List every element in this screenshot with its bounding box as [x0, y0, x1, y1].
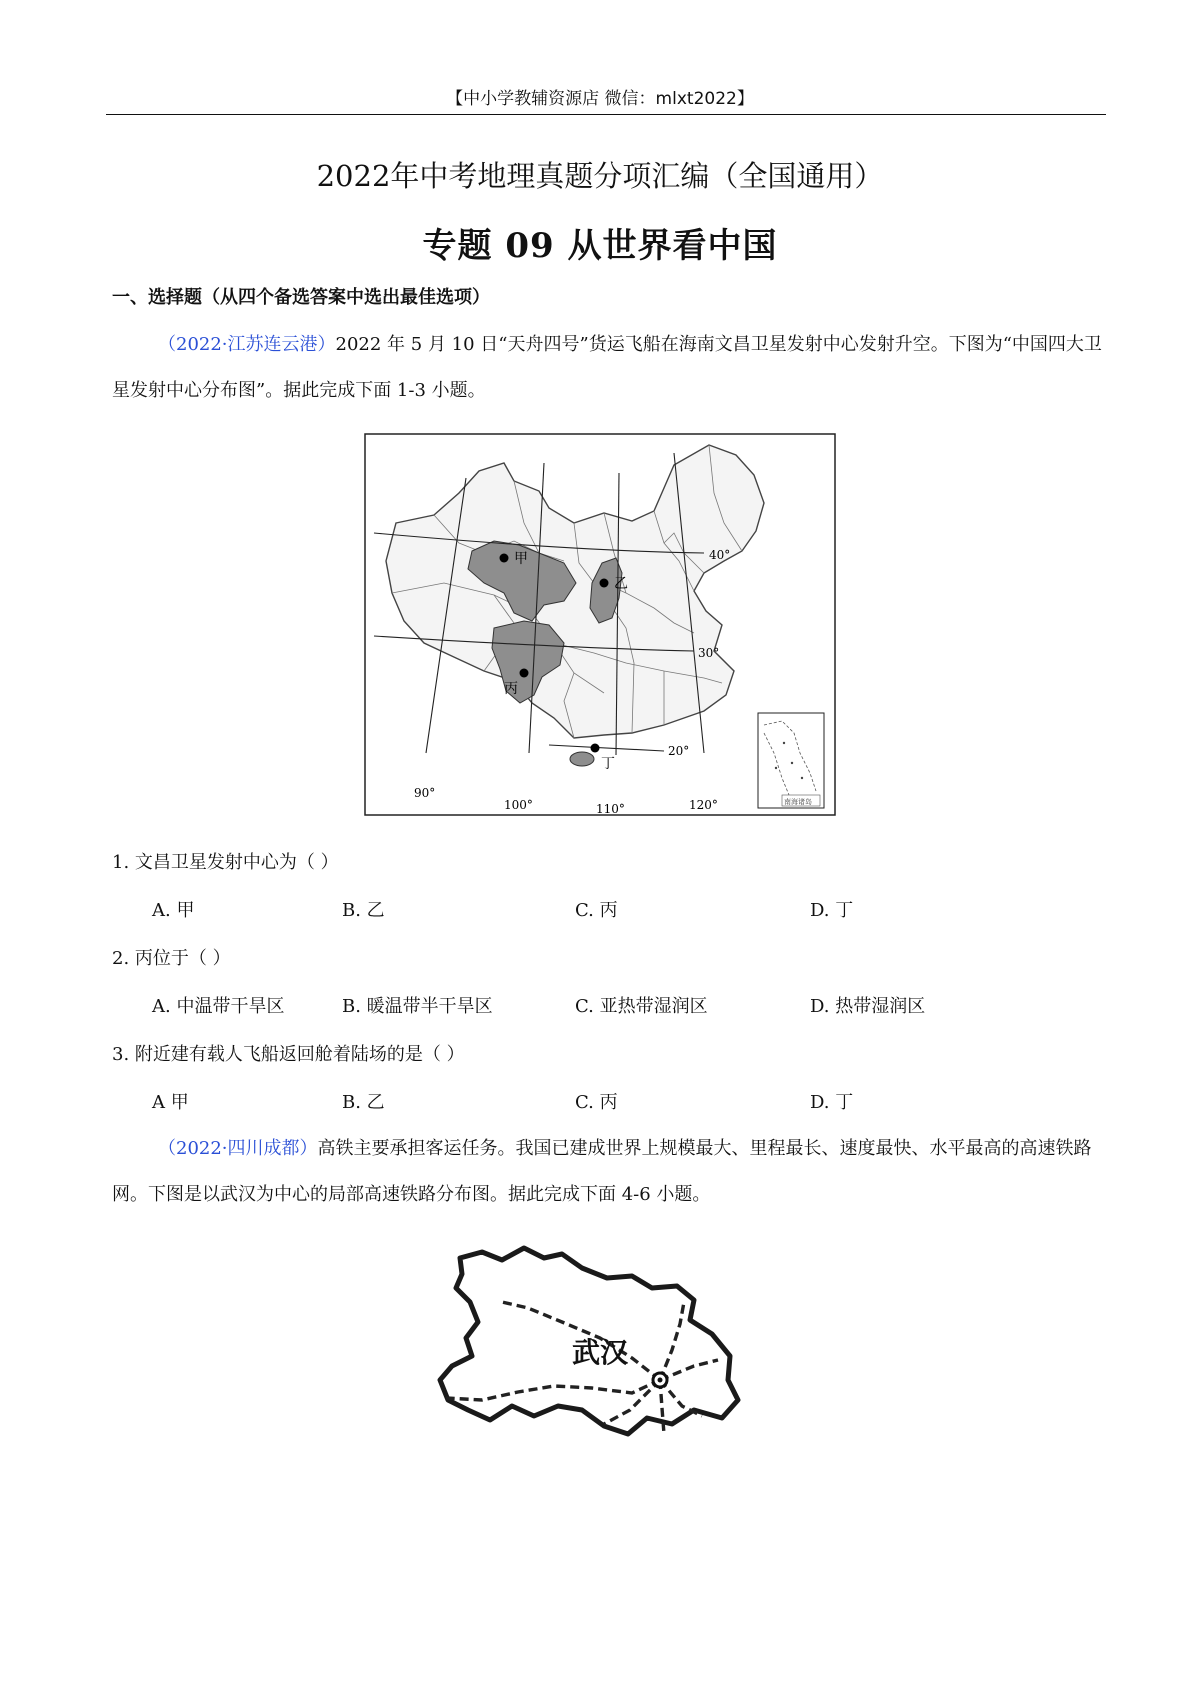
header-text: 【中小学教辅资源店 微信：mlxt2022】 [446, 89, 754, 109]
group2-source: （2022·四川成都） [158, 1138, 318, 1159]
question-1-stem: 1. 文昌卫星发射中心为（ ） [112, 852, 339, 873]
lat-label-20: 20° [668, 744, 690, 758]
q2-option-a: A. 中温带干旱区 [152, 996, 285, 1017]
lon-label-100: 100° [504, 798, 533, 812]
lon-label-120: 120° [689, 798, 718, 812]
map-label-bing: 丙 [504, 681, 518, 697]
question-3-stem: 3. 附近建有载人飞船返回舱着陆场的是（ ） [112, 1044, 465, 1065]
q1-option-c: C. 丙 [575, 900, 618, 921]
q3-option-b: B. 乙 [342, 1092, 385, 1113]
map-label-ding: 丁 [601, 756, 615, 772]
q3-option-d: D. 丁 [810, 1092, 854, 1113]
q1-option-b: B. 乙 [342, 900, 385, 921]
q2-option-c: C. 亚热带湿润区 [575, 996, 708, 1017]
group1-source: （2022·江苏连云港） [158, 334, 336, 355]
q3-option-a: A 甲 [152, 1092, 189, 1113]
lon-label-110: 110° [596, 802, 625, 816]
section-heading: 一、选择题（从四个备选答案中选出最佳选项） [112, 287, 490, 308]
header-divider [106, 114, 1106, 115]
group2-text: 高铁主要承担客运任务。我国已建成世界上规模最大、里程最长、速度最快、水平最高的高速铁路网。下图是以武汉为中心的局部高速铁路分布图。据此完成下面 4-6 小题。 [112, 1138, 1092, 1205]
group1-intro [112, 322, 1102, 414]
q1-option-d: D. 丁 [810, 900, 854, 921]
inset-label: 南海诸岛 [784, 798, 812, 806]
question-2-stem: 2. 丙位于（ ） [112, 948, 231, 969]
map-label-jia: 甲 [514, 551, 528, 567]
wuhan-rail-map [432, 1238, 762, 1450]
q3-option-c: C. 丙 [575, 1092, 618, 1113]
lat-label-40: 40° [709, 548, 731, 562]
map-label-yi: 乙 [614, 576, 628, 592]
group1-text: 2022 年 5 月 10 日“天舟四号”货运飞船在海南文昌卫星发射中心发射升空。下图为“中国四大卫星发射中心分布图”。据此完成下面 1-3 小题。 [112, 334, 1102, 401]
q2-option-d: D. 热带湿润区 [810, 996, 926, 1017]
lat-label-30: 30° [698, 646, 720, 660]
group2-intro [112, 1126, 1102, 1218]
document-title: 2022年中考地理真题分项汇编（全国通用） [316, 159, 884, 193]
q2-option-b: B. 暖温带半干旱区 [342, 996, 493, 1017]
document-subtitle: 专题 09 从世界看中国 [422, 226, 778, 266]
q1-option-a: A. 甲 [152, 900, 195, 921]
china-launch-center-map [364, 433, 836, 816]
lon-label-90: 90° [414, 786, 436, 800]
map-city-label: 武汉 [572, 1336, 629, 1369]
